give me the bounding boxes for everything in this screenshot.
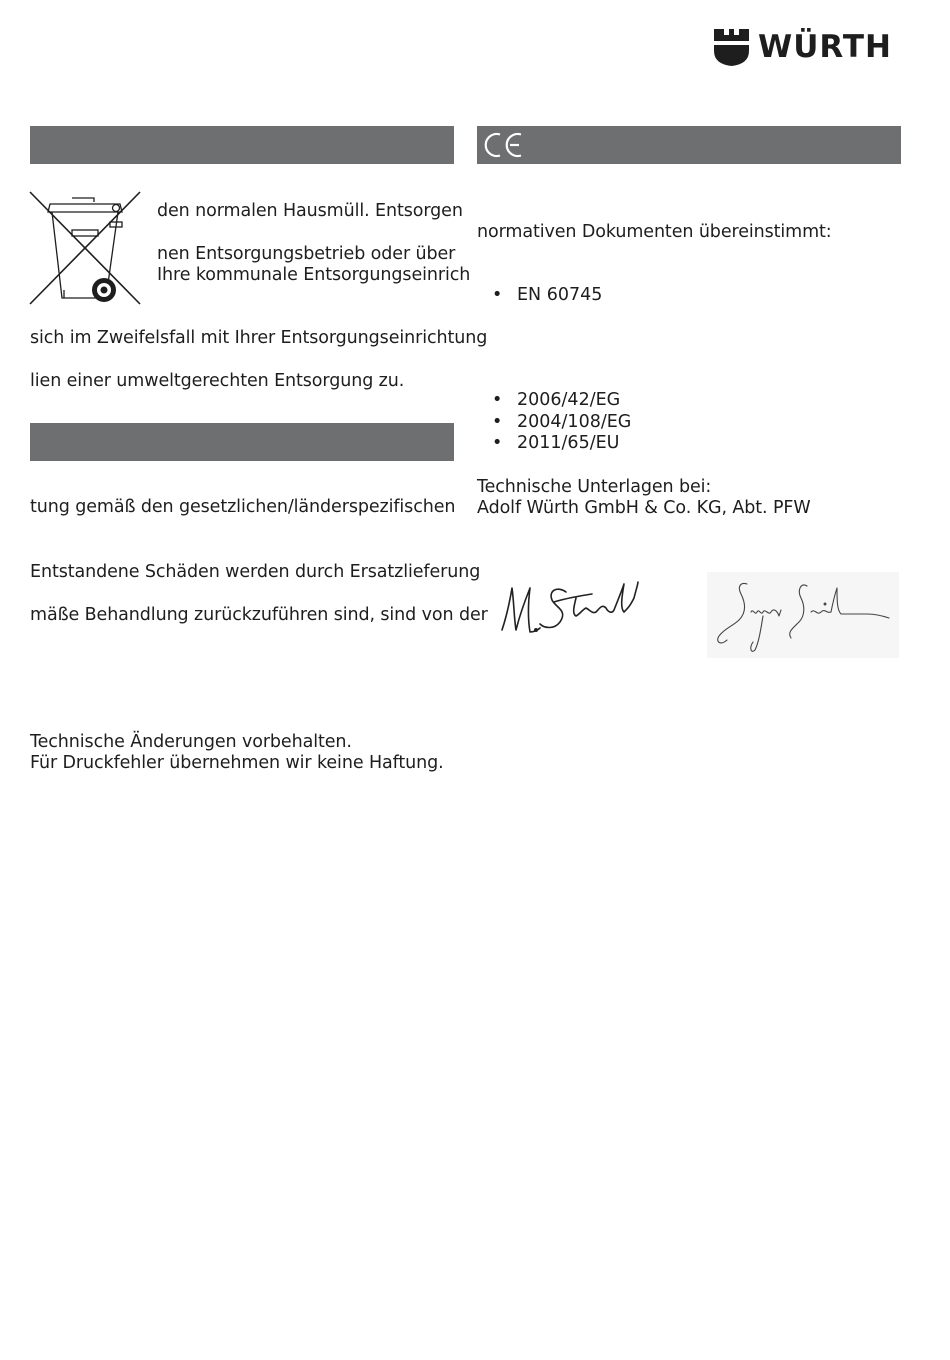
standards-list bbox=[492, 285, 602, 307]
directive-label: 2006/42/EG bbox=[517, 390, 621, 410]
warranty-text-1: tung gemäß den gesetzlichen/länderspezifischen bbox=[30, 497, 456, 517]
section-bar-warranty bbox=[30, 423, 454, 461]
disposal-text-1: den normalen Hausmüll. Entsorgen bbox=[157, 201, 463, 221]
directives-list bbox=[492, 390, 631, 455]
directive-label: 2011/65/EU bbox=[517, 433, 620, 453]
disposal-text-5: lien einer umweltgerechten Entsorgung zu. bbox=[30, 371, 405, 391]
signature-2-box bbox=[707, 572, 899, 658]
list-item: • EN 60745 bbox=[492, 285, 603, 305]
docs-label: Technische Unterlagen bei: bbox=[477, 477, 712, 497]
disposal-text-2: nen Entsorgungsbetrieb oder über bbox=[157, 244, 456, 264]
footer-text-2: Für Druckfehler übernehmen wir keine Haftung. bbox=[30, 753, 444, 773]
directive-label: 2004/108/EG bbox=[517, 411, 632, 432]
signature-2 bbox=[707, 572, 899, 658]
disposal-text-4: sich im Zweifelsfall mit Ihrer Entsorgungseinrichtung bbox=[30, 328, 488, 348]
list-item: • 2004/108/EG bbox=[492, 411, 632, 432]
section-bar-ce bbox=[477, 126, 901, 164]
signature-1 bbox=[496, 578, 648, 640]
footer-text-1: Technische Änderungen vorbehalten. bbox=[30, 732, 352, 752]
brand-name: WÜRTH bbox=[758, 29, 892, 65]
standard-label: EN 60745 bbox=[517, 285, 603, 305]
docs-company: Adolf Würth GmbH & Co. KG, Abt. PFW bbox=[477, 498, 811, 518]
section-bar-disposal bbox=[30, 126, 454, 164]
disposal-text-3: Ihre kommunale Entsorgungseinrich bbox=[157, 265, 471, 285]
list-item: • 2006/42/EG bbox=[492, 390, 621, 410]
ce-mark-icon bbox=[483, 131, 523, 159]
list-item: • 2011/65/EU bbox=[492, 433, 620, 453]
warranty-text-2: Entstandene Schäden werden durch Ersatzlieferung bbox=[30, 562, 481, 582]
warranty-text-3: mäße Behandlung zurückzuführen sind, sind von der bbox=[30, 605, 488, 625]
ce-text-1: normativen Dokumenten übereinstimmt: bbox=[477, 222, 832, 242]
crossed-out-wheelie-bin-icon bbox=[28, 190, 142, 306]
